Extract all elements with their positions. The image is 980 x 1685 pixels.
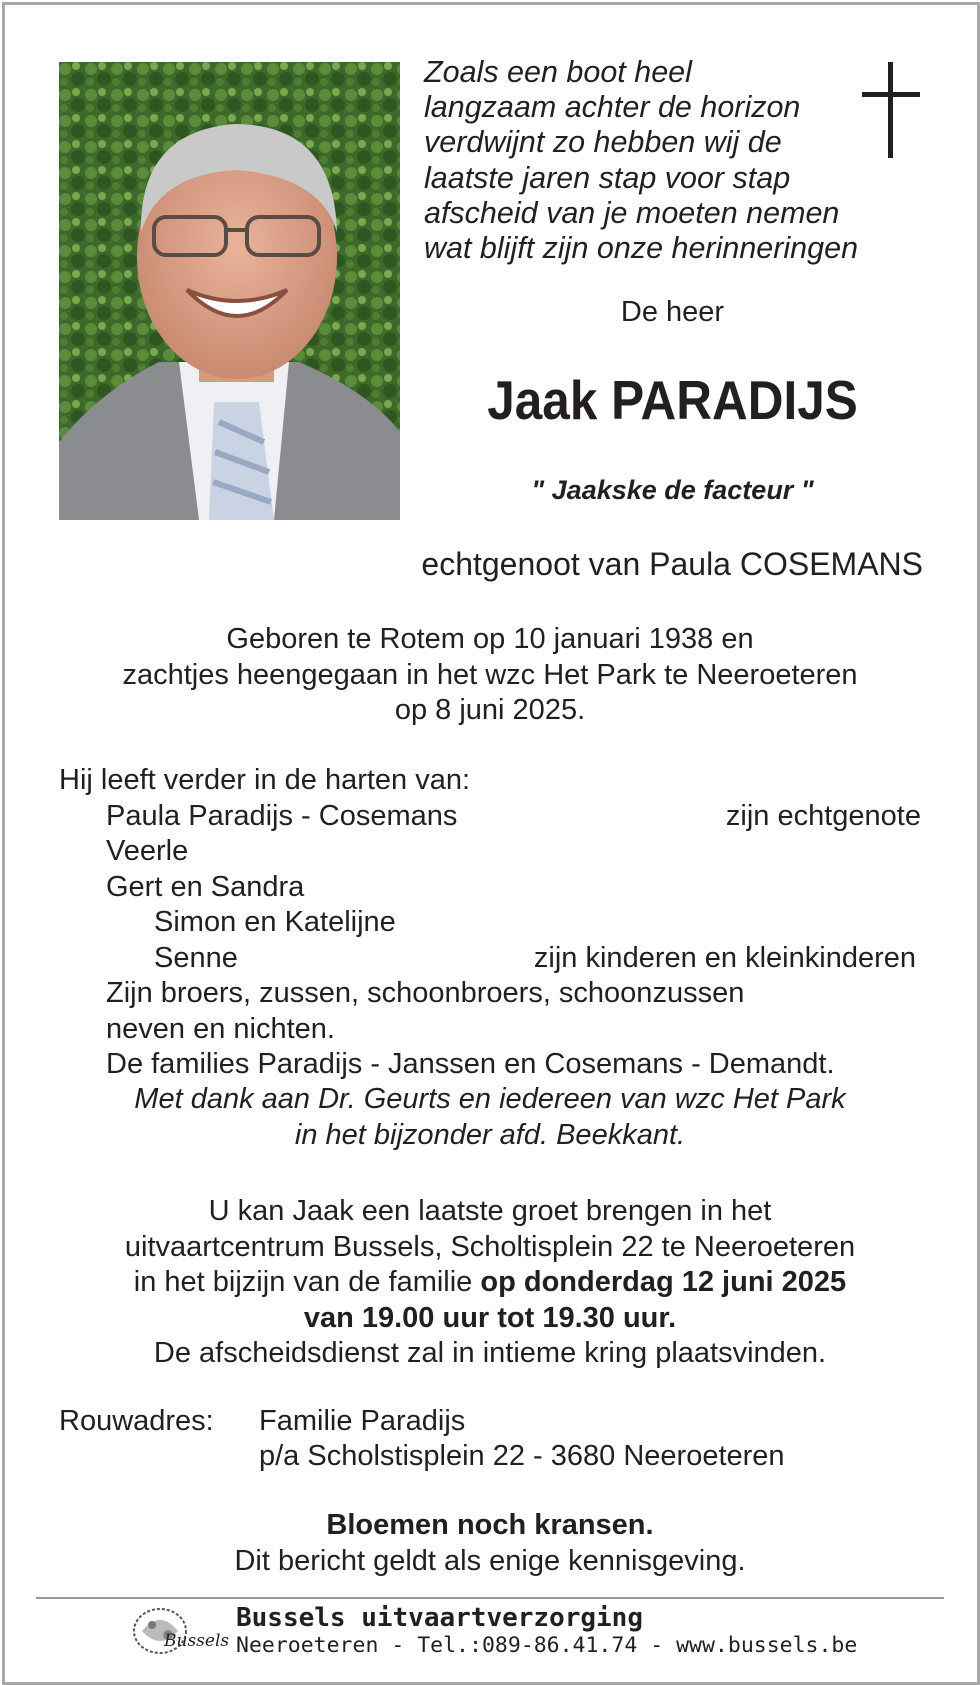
- spouse-line: echtgenoot van Paula COSEMANS: [421, 546, 923, 582]
- poem-line: Zoals een boot heel: [424, 55, 692, 89]
- bussels-logo: [130, 1605, 230, 1663]
- farewell-date: op donderdag 12 juni 2025: [480, 1266, 847, 1298]
- address-label: Rouwadres:: [59, 1405, 214, 1437]
- thanks-line: in het bijzonder afd. Beekkant.: [294, 1118, 686, 1151]
- siblings-line: neven en nichten.: [106, 1013, 335, 1045]
- footer-divider: [36, 1597, 944, 1599]
- families-line: De families Paradijs - Janssen en Cosemans - Demandt.: [106, 1048, 835, 1080]
- address-line: p/a Scholstisplein 22 - 3680 Neeroeteren: [259, 1440, 785, 1472]
- farewell-line-regular: in het bijzijn van de familie: [133, 1266, 481, 1298]
- birth-line: Geboren te Rotem op 10 januari 1938 en: [226, 623, 754, 655]
- flowers-notice: Bloemen noch kransen.: [326, 1509, 654, 1541]
- poem-line: afscheid van je moeten nemen: [424, 195, 840, 230]
- farewell-line: uitvaartcentrum Bussels, Scholtisplein 22 te Neeroeteren: [124, 1230, 856, 1263]
- family-intro: Hij leeft verder in de harten van:: [59, 764, 471, 796]
- farewell-line: [59, 1265, 921, 1301]
- poem-line: laatste jaren stap voor stap: [424, 160, 791, 195]
- nickname: " Jaakske de facteur ": [531, 475, 814, 505]
- company-contact: Neeroeteren - Tel.:089-86.41.74 - www.bussels.be: [236, 1633, 858, 1658]
- address-line: Familie Paradijs: [259, 1405, 466, 1437]
- deceased-name: Jaak PARADIJS: [487, 369, 858, 431]
- birth-line: op 8 juni 2025.: [394, 694, 586, 726]
- poem: [424, 55, 884, 266]
- title-de-heer: De heer: [620, 296, 725, 328]
- thanks-text: [59, 1082, 921, 1153]
- logo-text: Bussels: [164, 1631, 230, 1651]
- poem-line: verdwijnt zo hebben wij de: [424, 125, 782, 160]
- children-role: zijn kinderen en kleinkinderen: [533, 942, 916, 974]
- poem-line: langzaam achter de horizon: [424, 90, 801, 125]
- spouse-name: Paula Paradijs - Cosemans: [106, 800, 458, 832]
- company-name: Bussels uitvaartverzorging: [236, 1603, 643, 1633]
- farewell-time: van 19.00 uur tot 19.30 uur.: [303, 1301, 677, 1334]
- birth-line: zachtjes heengegaan in het wzc Het Park te Neeroeteren: [122, 658, 858, 691]
- farewell-text: [59, 1194, 921, 1372]
- child-name: Veerle: [106, 835, 189, 867]
- farewell-line: U kan Jaak een laatste groet brengen in het: [208, 1195, 772, 1227]
- child-name: Gert en Sandra: [106, 871, 305, 903]
- farewell-line: De afscheidsdienst zal in intieme kring plaatsvinden.: [153, 1337, 827, 1369]
- grandchild-name: Senne: [154, 942, 238, 974]
- siblings-line: Zijn broers, zussen, schoonbroers, schoonzussen: [106, 977, 745, 1009]
- birth-death-text: [59, 622, 921, 729]
- cross-icon: [862, 62, 920, 158]
- grandchild-name: Simon en Katelijne: [154, 906, 396, 938]
- poem-line: wat blijft zijn onze herinneringen: [424, 231, 859, 266]
- portrait-photo: [59, 62, 400, 520]
- notice-line: Dit bericht geldt als enige kennisgeving.: [234, 1545, 746, 1577]
- spouse-role: zijn echtgenote: [725, 800, 921, 832]
- thanks-line: Met dank aan Dr. Geurts en iedereen van wzc Het Park: [134, 1083, 846, 1115]
